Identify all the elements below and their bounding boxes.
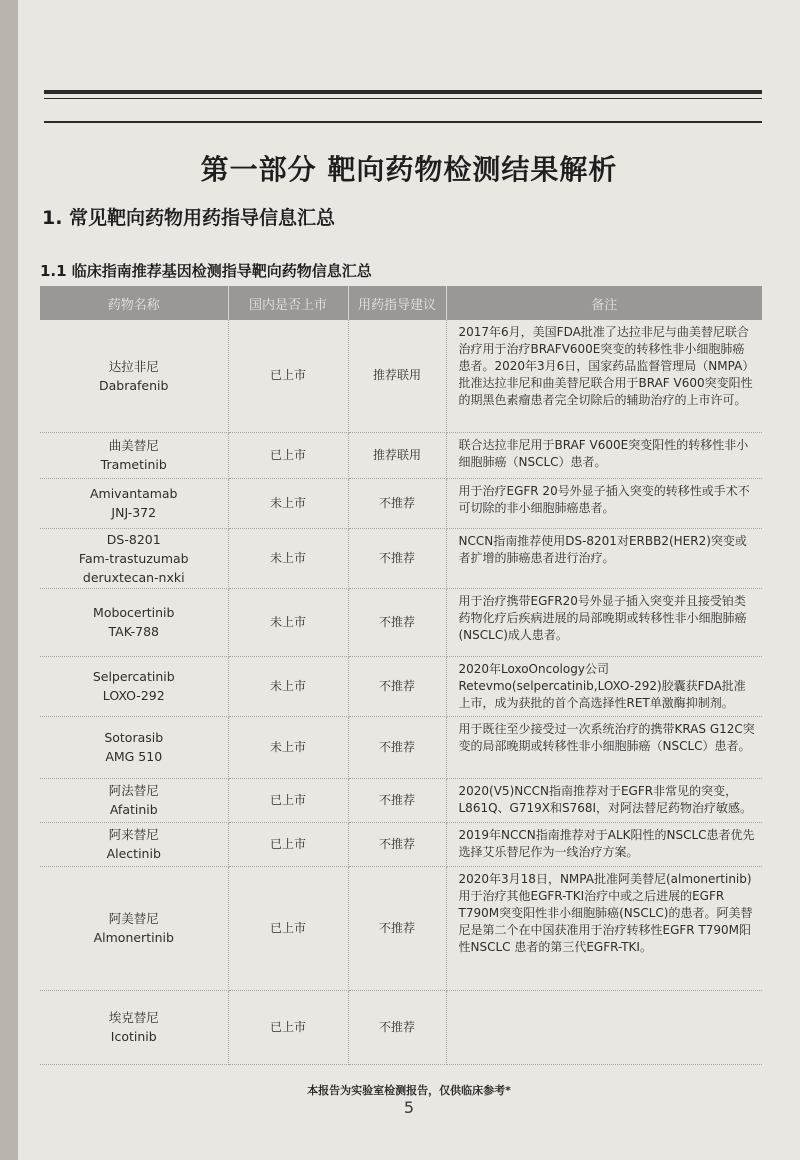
advice-cell: 不推荐	[348, 778, 446, 822]
page-title: 第一部分 靶向药物检测结果解析	[200, 153, 618, 186]
table-row	[40, 528, 762, 588]
table-row	[40, 432, 762, 478]
table-row	[40, 478, 762, 528]
header-rule-thin	[44, 98, 762, 99]
domestic-status-cell: 已上市	[228, 778, 348, 822]
drug-name-en: Afatinib	[109, 802, 158, 817]
note-cell: 2020年3月18日，NMPA批准阿美替尼(almonertinib)用于治疗其他EGFR-TKI治疗中或之后进展的EGFR T790M突变阳性非小细胞肺癌(NSCLC)的患者。阿美替尼是第二个在中国获准用于治疗转移性EGFR T790M阳性NSCLC 患者的第三代EGFR-TKI。	[446, 866, 762, 990]
drug-name-cn: Mobocertinib	[93, 605, 175, 620]
note-cell: 2017年6月，美国FDA批准了达拉非尼与曲美替尼联合治疗用于治疗BRAFV600E突变的转移性非小细胞肺癌患者。2020年3月6日，国家药品监督管理局（NMPA）批准达拉非尼和曲美替尼联合用于BRAF V600突变阳性的期黑色素瘤患者完全切除后的辅助治疗的上市许可。	[446, 320, 762, 432]
domestic-status-cell: 已上市	[228, 432, 348, 478]
domestic-status-cell: 已上市	[228, 320, 348, 432]
header-drug-name: 药物名称	[40, 286, 228, 320]
drug-name-cn: DS-8201	[106, 531, 161, 547]
drug-name-en: Trametinib	[100, 457, 167, 472]
domestic-status-cell: 未上市	[228, 528, 348, 588]
note-cell: NCCN指南推荐使用DS-8201对ERBB2(HER2)突变或者扩增的肺癌患者进行治疗。	[446, 528, 762, 588]
report-page	[18, 0, 800, 1160]
drug-name-en: Icotinib	[110, 1029, 157, 1044]
footer-note: 本报告为实验室检测报告，仅供临床参考*	[307, 1084, 511, 1097]
drug-name-cn: Selpercatinib	[92, 669, 175, 684]
drug-name-cell	[40, 778, 228, 822]
table-row	[40, 990, 762, 1064]
drug-name-cn: Amivantamab	[89, 486, 178, 501]
drug-name-en: Alectinib	[106, 846, 161, 861]
advice-cell: 不推荐	[348, 990, 446, 1064]
advice-cell: 不推荐	[348, 478, 446, 528]
drug-name-en: LOXO-292	[102, 688, 165, 703]
subsection-heading: 1.1 临床指南推荐基因检测指导靶向药物信息汇总	[40, 262, 372, 280]
table-row	[40, 320, 762, 432]
table-row	[40, 822, 762, 866]
drug-name-cn: 阿美替尼	[108, 911, 159, 926]
header-notes: 备注	[446, 286, 762, 320]
domestic-status-cell: 未上市	[228, 716, 348, 778]
drug-name-cell	[40, 588, 228, 656]
drug-name-cn: 阿来替尼	[108, 827, 159, 842]
header-rule-thick	[44, 90, 762, 94]
advice-cell: 推荐联用	[348, 432, 446, 478]
advice-cell: 推荐联用	[348, 320, 446, 432]
note-cell: 2019年NCCN指南推荐对于ALK阳性的NSCLC患者优先选择艾乐替尼作为一线治疗方案。	[446, 822, 762, 866]
drug-name-en: Fam-trastuzumab deruxtecan-nxki	[78, 550, 189, 585]
page-number: 5	[403, 1098, 415, 1117]
header-domestic-status: 国内是否上市	[228, 286, 348, 320]
drug-name-cn: 阿法替尼	[108, 783, 159, 798]
domestic-status-cell: 未上市	[228, 656, 348, 716]
drug-name-cell	[40, 656, 228, 716]
domestic-status-cell: 未上市	[228, 478, 348, 528]
table-row	[40, 866, 762, 990]
note-cell: 用于既往至少接受过一次系统治疗的携带KRAS G12C突变的局部晚期或转移性非小细胞肺癌（NSCLC）患者。	[446, 716, 762, 778]
table-row	[40, 656, 762, 716]
drug-name-en: JNJ-372	[111, 505, 157, 520]
header-advice: 用药指导建议	[348, 286, 446, 320]
drug-name-cell	[40, 822, 228, 866]
table-row	[40, 778, 762, 822]
drug-name-cn: Sotorasib	[104, 730, 164, 745]
drug-name-en: Dabrafenib	[99, 377, 169, 393]
drug-name-cell	[40, 866, 228, 990]
drug-name-cell	[40, 432, 228, 478]
drug-name-cn: 埃克替尼	[108, 1010, 159, 1025]
note-cell: 用于治疗携带EGFR20号外显子插入突变并且接受铂类药物化疗后疾病进展的局部晚期或转移性非小细胞肺癌(NSCLC)成人患者。	[446, 588, 762, 656]
advice-cell: 不推荐	[348, 866, 446, 990]
note-cell: 2020(V5)NCCN指南推荐对于EGFR非常见的突变，L861Q、G719X和S768I，对阿法替尼药物治疗敏感。	[446, 778, 762, 822]
drug-name-en: TAK-788	[108, 624, 159, 639]
note-cell: 用于治疗EGFR 20号外显子插入突变的转移性或手术不可切除的非小细胞肺癌患者。	[446, 478, 762, 528]
table-row	[40, 588, 762, 656]
drug-name-en: Almonertinib	[93, 930, 174, 945]
section-heading: 1. 常见靶向药物用药指导信息汇总	[42, 207, 336, 229]
advice-cell: 不推荐	[348, 822, 446, 866]
note-cell	[446, 990, 762, 1064]
advice-cell: 不推荐	[348, 716, 446, 778]
drug-name-cell	[40, 990, 228, 1064]
advice-cell: 不推荐	[348, 588, 446, 656]
drug-name-cn: 达拉非尼	[108, 358, 159, 374]
domestic-status-cell: 已上市	[228, 990, 348, 1064]
table-row	[40, 716, 762, 778]
advice-cell: 不推荐	[348, 656, 446, 716]
drug-name-cn: 曲美替尼	[108, 438, 159, 453]
drug-info-table	[40, 286, 762, 1065]
drug-name-cell	[40, 528, 228, 588]
drug-name-cell	[40, 320, 228, 432]
drug-name-en: AMG 510	[105, 749, 163, 764]
drug-name-cell	[40, 478, 228, 528]
domestic-status-cell: 已上市	[228, 866, 348, 990]
domestic-status-cell: 已上市	[228, 822, 348, 866]
note-cell: 2020年LoxoOncology公司Retevmo(selpercatinib,LOXO-292)胶囊获FDA批准上市，成为获批的首个高选择性RET单激酶抑制剂。	[446, 656, 762, 716]
note-cell: 联合达拉非尼用于BRAF V600E突变阳性的转移性非小细胞肺癌（NSCLC）患者。	[446, 432, 762, 478]
advice-cell: 不推荐	[348, 528, 446, 588]
domestic-status-cell: 未上市	[228, 588, 348, 656]
header-rule-bottom	[44, 121, 762, 123]
table-header-row	[40, 286, 762, 320]
drug-name-cell	[40, 716, 228, 778]
